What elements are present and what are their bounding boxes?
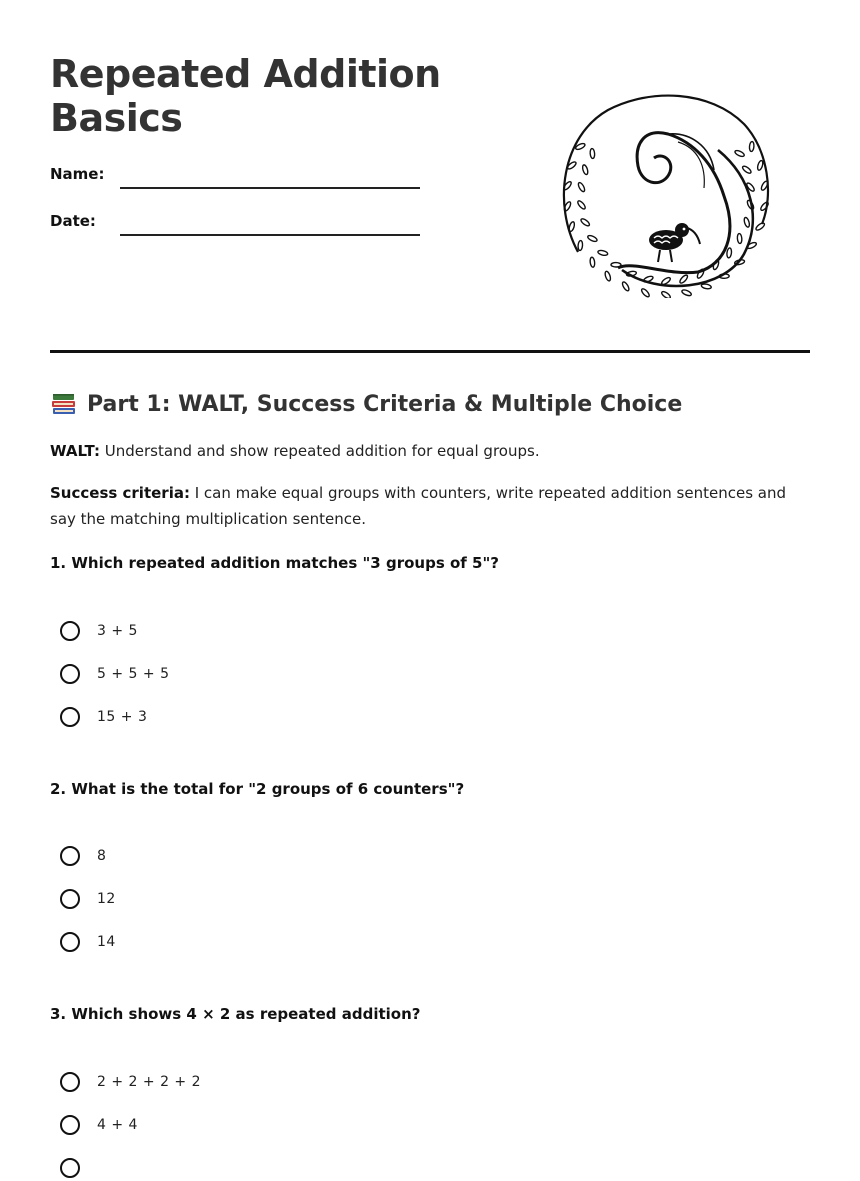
walt-text: Understand and show repeated addition for equal groups. — [99, 442, 540, 460]
walt-paragraph — [50, 438, 810, 464]
fern-leaf — [743, 217, 750, 228]
option-label: 5 + 5 + 5 — [97, 666, 170, 682]
fern-leaf — [755, 222, 766, 232]
radio-button[interactable] — [60, 1072, 80, 1092]
fern-leaf — [578, 240, 583, 250]
fern-leaf — [661, 290, 672, 298]
worksheet-title — [50, 52, 470, 140]
date-label: Date: — [50, 212, 96, 230]
fern-leaf — [737, 233, 742, 243]
fern-leaf — [757, 160, 764, 171]
q3-option-1[interactable] — [60, 1069, 201, 1095]
part-1-heading: Part 1: WALT, Success Criteria & Multiple Choice — [87, 391, 683, 417]
bird-icon — [649, 223, 700, 262]
q1-option-2[interactable] — [60, 661, 169, 687]
title-line-1: Repeated Addition — [50, 52, 441, 96]
date-write-line[interactable] — [120, 234, 420, 236]
section-divider — [50, 350, 810, 353]
fern-leaf — [734, 149, 745, 157]
success-criteria-label: Success criteria: — [50, 484, 190, 502]
q3-option-3[interactable] — [60, 1155, 97, 1181]
title-line-2: Basics — [50, 96, 183, 140]
name-write-line[interactable] — [120, 187, 420, 189]
option-label: 2 + 2 + 2 + 2 — [97, 1074, 202, 1090]
option-label: 4 + 4 — [97, 1117, 138, 1133]
fern-leaf — [582, 164, 589, 175]
fern-leaf — [597, 250, 608, 257]
option-label: 15 + 3 — [97, 709, 148, 725]
radio-button[interactable] — [60, 1158, 80, 1178]
radio-button[interactable] — [60, 932, 80, 952]
radio-button[interactable] — [60, 707, 80, 727]
fern-leaf — [590, 148, 595, 158]
fern-leaf — [590, 257, 596, 267]
name-field — [50, 165, 430, 189]
radio-button[interactable] — [60, 889, 80, 909]
radio-button[interactable] — [60, 621, 80, 641]
fern-leaf — [640, 288, 650, 298]
question-1: 1. Which repeated addition matches "3 groups of 5"? — [50, 554, 499, 572]
fern-leaf — [580, 218, 591, 228]
option-label: 3 + 5 — [97, 623, 138, 639]
question-3: 3. Which shows 4 × 2 as repeated addition? — [50, 1005, 421, 1023]
fern-leaf — [577, 182, 586, 193]
part-1-header — [50, 388, 682, 420]
option-label: 12 — [97, 891, 116, 907]
success-criteria-text: I can make equal groups with counters, write repeated addition sentences and say the matching multiplication sentence. — [50, 484, 787, 528]
q2-option-2[interactable] — [60, 886, 116, 912]
fern-leaf — [741, 165, 752, 175]
fern-leaf — [726, 248, 732, 258]
fern-leaf — [604, 271, 611, 282]
fern-leaf — [701, 283, 712, 289]
koru-fern-bird-logo — [548, 84, 784, 298]
q1-option-3[interactable] — [60, 704, 147, 730]
radio-button[interactable] — [60, 846, 80, 866]
q1-option-1[interactable] — [60, 618, 138, 644]
q2-option-3[interactable] — [60, 929, 116, 955]
fern-leaf — [587, 234, 598, 242]
fern-leaf — [681, 289, 692, 297]
radio-button[interactable] — [60, 664, 80, 684]
walt-label: WALT: — [50, 442, 100, 460]
q2-option-1[interactable] — [60, 843, 106, 869]
question-2: 2. What is the total for "2 groups of 6 counters"? — [50, 780, 465, 798]
fern-leaf — [749, 141, 754, 151]
fern-leaf — [621, 281, 630, 292]
fern-leaf — [679, 274, 689, 284]
fern-leaf — [577, 200, 587, 210]
option-label: 14 — [97, 934, 116, 950]
date-field — [50, 212, 430, 236]
success-criteria-paragraph — [50, 480, 810, 532]
name-label: Name: — [50, 165, 105, 183]
option-label: 8 — [97, 848, 107, 864]
radio-button[interactable] — [60, 1115, 80, 1135]
books-icon — [50, 390, 78, 418]
q3-option-2[interactable] — [60, 1112, 138, 1138]
